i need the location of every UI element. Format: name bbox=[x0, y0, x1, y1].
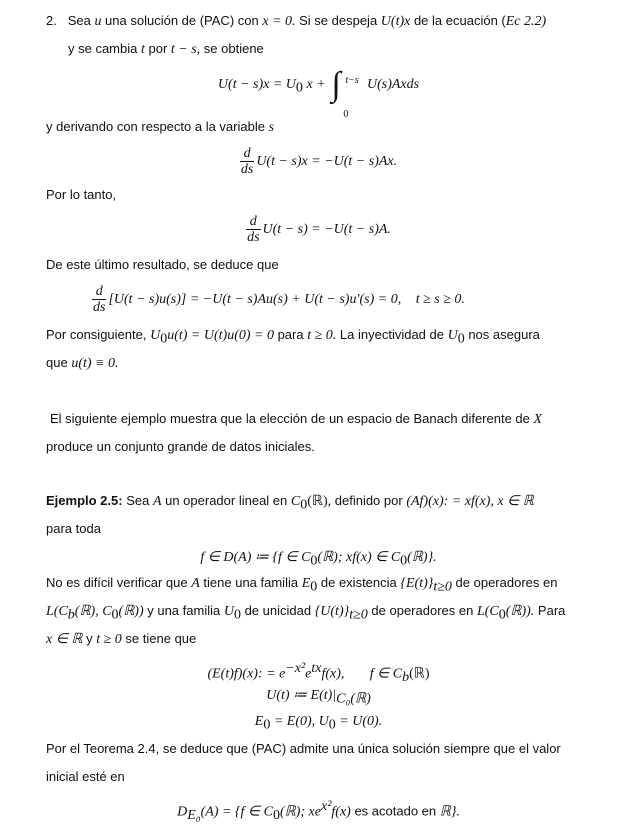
fraction-d-ds: $\frac{d}{ds}$ bbox=[93, 284, 106, 316]
equation-integral: $U(t - s)x = U_0$ x + ∫ t−s 0 U(s)Axds bbox=[217, 65, 420, 120]
example-line-4: $L(C_b(ℝ)$, $C_0(ℝ)$) y una familia $U_0$ de unicidad $\{U(t)\}_{t\ge 0}$ de operadores en $L(C_0(ℝ))$. Para bbox=[46, 603, 566, 623]
example-line-7: inicial esté en bbox=[46, 769, 125, 784]
equation-U-operator: U(t) ≔ $E(t)|_{C_0(ℝ)}$ bbox=[266, 688, 371, 707]
equation-domain: f ∈ D(A) ≔ {f ∈ $C_0(ℝ)$; xf(x) ∈ $C_0(ℝ)$}. bbox=[200, 550, 437, 569]
example-label: Ejemplo 2.5: bbox=[46, 493, 123, 508]
example-line-1: Ejemplo 2.5: Sea A un operador lineal en $C_0(ℝ)$, definido por (Af)(x): = xf(x), x ∈ ℝ bbox=[46, 493, 534, 513]
paragraph-line-1: El siguiente ejemplo muestra que la elección de un espacio de Banach diferente de X bbox=[50, 411, 543, 427]
equation-E0-U0: $E_0 = E(0)$, $U_0 = U(0)$. bbox=[254, 714, 383, 733]
example-line-2: para toda bbox=[46, 521, 101, 536]
integral-sign: ∫ t−s 0 bbox=[331, 65, 359, 120]
item-line-4: Por lo tanto, bbox=[46, 187, 117, 202]
example-line-5: x ∈ ℝ y t ≥ 0 se tiene que bbox=[46, 631, 197, 647]
item-line-5: De este último resultado, se deduce que bbox=[46, 257, 279, 272]
equation-derivative-2: $\frac{d}{ds}$ U(t − s) = −U(t − s)A. bbox=[247, 214, 391, 246]
equation-derivative-3: $\frac{d}{ds}$ [U(t − s)u(s)] = −U(t − s)Au(s) + U(t − s)u′(s) = 0, t ≥ s ≥ 0. bbox=[93, 284, 465, 316]
item-line-3: y derivando con respecto a la variable s bbox=[46, 119, 275, 135]
paragraph-line-2: produce un conjunto grande de datos iniciales. bbox=[46, 439, 315, 454]
item-number: 2. bbox=[46, 13, 57, 28]
equation-E-operator: (E(t)f)(x): = $e^{-x^2}e^{tx}f(x)$, f ∈ $C_b(ℝ)$ bbox=[207, 661, 430, 685]
example-line-3: No es difícil verificar que A tiene una familia $E_0$ de existencia $\{E(t)\}_{t\ge 0}$ de operadores en bbox=[46, 575, 558, 595]
example-line-6: Por el Teorema 2.4, se deduce que (PAC) admite una única solución siempre que el valor bbox=[46, 741, 561, 756]
item-line-7: que u(t) ≡ 0. bbox=[46, 355, 119, 371]
fraction-d-ds: $\frac{d}{ds}$ bbox=[247, 214, 260, 246]
item-line-6: Por consiguiente, $U_0u(t) = U(t)u(0) = 0$ para t ≥ 0. La inyectividad de $U_0$ nos asegura bbox=[46, 327, 540, 347]
item-line-2: y se cambia t por t − s, se obtiene bbox=[68, 41, 264, 57]
fraction-d-ds: $\frac{d}{ds}$ bbox=[240, 146, 254, 178]
equation-derivative-1: $\frac{d}{ds}$ U(t − s)x = −U(t − s)Ax. bbox=[240, 146, 398, 178]
equation-initial-data-set: $D_{E_0}(A) = \{f$ ∈ $C_0(ℝ)$; $xe^{x^2}f(x)$ es acotado en ℝ}. bbox=[177, 799, 460, 823]
item-line-1: 2. Sea u una solución de (PAC) con x = 0. Si se despeja U(t)x de la ecuación (Ec 2.2) bbox=[46, 13, 547, 29]
